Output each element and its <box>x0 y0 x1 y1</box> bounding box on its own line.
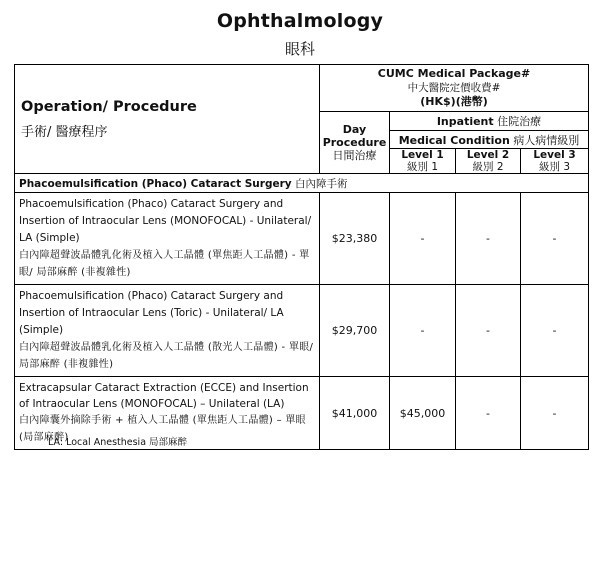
level-3-price: - <box>521 193 589 285</box>
procedure-cell <box>15 193 320 285</box>
page-subtitle: 眼科 <box>284 40 315 58</box>
procedure-name-zh: 白內障超聲波晶體乳化術及植入人工晶體 (單焦距人工晶體) - 單眼/ 局部麻醉 (非複雜性) <box>19 250 310 278</box>
level-2-label-zh: 級別 2 <box>472 161 504 173</box>
level-3-header <box>521 149 589 174</box>
level-1-price: - <box>390 285 456 377</box>
level-3-label-zh: 級別 3 <box>538 161 571 173</box>
level-3-price: - <box>521 377 589 450</box>
level-1-header <box>390 149 456 174</box>
package-header-zh: 中大醫院定價收費# <box>407 82 501 94</box>
inpatient-label-zh: 住院治療 <box>497 115 542 128</box>
medical-condition-header <box>390 131 589 149</box>
table-row <box>15 285 589 377</box>
procedure-cell <box>15 285 320 377</box>
operation-header-zh: 手術/ 醫療程序 <box>21 124 108 140</box>
medical-condition-label-zh: 病人病情級別 <box>513 133 580 147</box>
level-2-price: - <box>456 285 521 377</box>
level-2-header <box>456 149 521 174</box>
level-2-price: - <box>456 193 521 285</box>
section-row <box>15 174 589 193</box>
level-1-label-en: Level 1 <box>401 149 444 161</box>
day-procedure-price: $23,380 <box>320 193 390 285</box>
procedure-name-zh: 白內障囊外摘除手術 + 植入人工晶體 (單焦距人工晶體) – 單眼 (局部麻醉) <box>19 415 306 443</box>
package-header-en: CUMC Medical Package# <box>377 67 531 80</box>
header-row-1 <box>15 65 589 112</box>
table-row <box>15 193 589 285</box>
section-title-en: Phacoemulsification (Phaco) Cataract Surgery <box>19 177 292 190</box>
day-procedure-price: $41,000 <box>320 377 390 450</box>
inpatient-label-en: Inpatient <box>436 115 494 128</box>
section-title-cell <box>15 174 589 193</box>
procedure-name-en: Phacoemulsification (Phaco) Cataract Surgery and Insertion of Intraocular Lens (MONOFOCAL) - Unilateral/ LA (Simple) <box>19 198 312 244</box>
page-title: Ophthalmology <box>216 10 384 32</box>
level-2-label-en: Level 2 <box>466 149 510 161</box>
package-header-cell <box>320 65 589 112</box>
fee-table <box>14 64 589 450</box>
operation-header-cell <box>15 65 320 174</box>
level-1-label-zh: 級別 1 <box>406 161 439 173</box>
procedure-name-en: Phacoemulsification (Phaco) Cataract Surgery and Insertion of Intraocular Lens (Toric) - Unilateral/ LA (Simple) <box>19 290 284 336</box>
day-procedure-price: $29,700 <box>320 285 390 377</box>
package-header-currency: (HK$)(港幣) <box>420 95 488 108</box>
operation-header-en: Operation/ Procedure <box>21 98 197 115</box>
day-procedure-header <box>320 112 390 174</box>
procedure-name-zh: 白內障超聲波晶體乳化術及植入人工晶體 (散光人工晶體) - 單眼/ 局部麻醉 (非複雜性) <box>19 342 314 370</box>
level-2-price: - <box>456 377 521 450</box>
level-3-price: - <box>521 285 589 377</box>
day-procedure-label-zh: 日間治療 <box>332 149 377 162</box>
section-title-zh: 白內障手術 <box>294 177 348 190</box>
procedure-name-en: Extracapsular Cataract Extraction (ECCE) and Insertion of Intraocular Lens (MONOFOCAL) – Unilateral (LA) <box>19 382 309 410</box>
day-procedure-label-2: Procedure <box>322 136 387 149</box>
footnote: LA: Local Anesthesia 局部麻醉 <box>48 437 188 448</box>
level-3-label-en: Level 3 <box>533 149 576 161</box>
level-1-price: - <box>390 193 456 285</box>
level-1-price: $45,000 <box>390 377 456 450</box>
medical-condition-label-en: Medical Condition <box>398 133 510 147</box>
day-procedure-label-1: Day <box>342 123 367 136</box>
inpatient-header <box>390 112 589 131</box>
